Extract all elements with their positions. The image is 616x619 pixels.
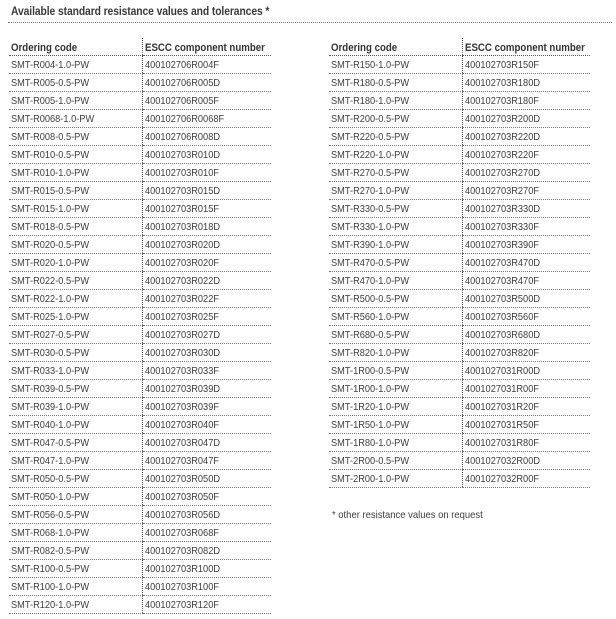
- escc-number-cell: 400102706R0068F: [143, 110, 272, 128]
- table-row: [329, 236, 590, 254]
- escc-number-cell: 400102703R068F: [143, 524, 272, 542]
- escc-number-cell: 400102706R004F: [143, 56, 272, 74]
- ordering-code-cell: SMT-R010-0.5-PW: [9, 146, 143, 164]
- ordering-code-cell: SMT-R020-0.5-PW: [9, 236, 143, 254]
- table-row: [329, 416, 590, 434]
- escc-number-cell: 4001027032R00F: [463, 470, 591, 488]
- table-row: [329, 146, 590, 164]
- escc-number-cell: 400102703R033F: [143, 362, 272, 380]
- table-row: [9, 56, 271, 74]
- table-row: [9, 74, 271, 92]
- escc-number-header: ESCC component number: [143, 38, 272, 56]
- ordering-code-cell: SMT-R100-0.5-PW: [9, 560, 143, 578]
- escc-number-cell: 400102703R180D: [463, 74, 591, 92]
- ordering-code-cell: SMT-2R00-1.0-PW: [329, 470, 463, 488]
- table-row: [329, 434, 590, 452]
- escc-number-cell: 400102703R015F: [143, 200, 272, 218]
- ordering-code-cell: SMT-R180-1.0-PW: [329, 92, 463, 110]
- ordering-code-cell: SMT-R680-0.5-PW: [329, 326, 463, 344]
- ordering-code-cell: SMT-R015-0.5-PW: [9, 182, 143, 200]
- table-row: [329, 344, 590, 362]
- table-row: [9, 452, 271, 470]
- right-resistance-table: [329, 38, 590, 488]
- escc-number-cell: 400102703R022D: [143, 272, 272, 290]
- table-row: [9, 380, 271, 398]
- table-row: [9, 398, 271, 416]
- escc-number-cell: 4001027031R00F: [463, 380, 591, 398]
- table-row: [9, 488, 271, 506]
- table-row: [329, 308, 590, 326]
- ordering-code-cell: SMT-R027-0.5-PW: [9, 326, 143, 344]
- table-row: [9, 434, 271, 452]
- escc-number-cell: 400102703R270D: [463, 164, 591, 182]
- ordering-code-cell: SMT-R500-0.5-PW: [329, 290, 463, 308]
- table-row: [9, 290, 271, 308]
- ordering-code-cell: SMT-R150-1.0-PW: [329, 56, 463, 74]
- table-row: [329, 470, 590, 488]
- table-row: [9, 416, 271, 434]
- table-row: [9, 506, 271, 524]
- table-row: [9, 596, 271, 614]
- ordering-code-cell: SMT-R050-0.5-PW: [9, 470, 143, 488]
- ordering-code-cell: SMT-R039-0.5-PW: [9, 380, 143, 398]
- table-row: [9, 578, 271, 596]
- escc-number-cell: 400102706R008D: [143, 128, 272, 146]
- ordering-code-cell: SMT-R022-0.5-PW: [9, 272, 143, 290]
- escc-number-cell: 400102703R056D: [143, 506, 272, 524]
- table-row: [329, 380, 590, 398]
- table-row: [329, 182, 590, 200]
- escc-number-cell: 400102703R330F: [463, 218, 591, 236]
- escc-number-cell: 400102703R120F: [143, 596, 272, 614]
- ordering-code-cell: SMT-2R00-0.5-PW: [329, 452, 463, 470]
- table-header-row: [9, 38, 271, 56]
- escc-number-cell: 400102703R020F: [143, 254, 272, 272]
- escc-number-cell: 4001027031R80F: [463, 434, 591, 452]
- table-row: [329, 110, 590, 128]
- table-row: [9, 272, 271, 290]
- escc-number-cell: 400102703R270F: [463, 182, 591, 200]
- table-row: [329, 92, 590, 110]
- table-row: [329, 290, 590, 308]
- escc-number-cell: 400102703R015D: [143, 182, 272, 200]
- table-row: [9, 560, 271, 578]
- table-row: [329, 398, 590, 416]
- table-row: [329, 200, 590, 218]
- table-row: [329, 326, 590, 344]
- page-title: Available standard resistance values and tolerances *: [11, 4, 270, 18]
- ordering-code-cell: SMT-R047-1.0-PW: [9, 452, 143, 470]
- ordering-code-cell: SMT-R025-1.0-PW: [9, 308, 143, 326]
- escc-number-cell: 400102703R022F: [143, 290, 272, 308]
- ordering-code-cell: SMT-R470-0.5-PW: [329, 254, 463, 272]
- escc-number-cell: 400102703R082D: [143, 542, 272, 560]
- ordering-code-cell: SMT-R180-0.5-PW: [329, 74, 463, 92]
- table-row: [9, 164, 271, 182]
- ordering-code-cell: SMT-R005-0.5-PW: [9, 74, 143, 92]
- ordering-code-cell: SMT-R082-0.5-PW: [9, 542, 143, 560]
- table-row: [329, 74, 590, 92]
- table-row: [9, 308, 271, 326]
- table-row: [9, 524, 271, 542]
- escc-number-cell: 400102703R100D: [143, 560, 272, 578]
- ordering-code-cell: SMT-1R00-1.0-PW: [329, 380, 463, 398]
- escc-number-cell: 400102703R390F: [463, 236, 591, 254]
- escc-number-cell: 4001027032R00D: [463, 452, 591, 470]
- escc-number-cell: 400102703R470D: [463, 254, 591, 272]
- right-table-body: [329, 56, 590, 488]
- ordering-code-cell: SMT-R470-1.0-PW: [329, 272, 463, 290]
- table-row: [9, 182, 271, 200]
- ordering-code-cell: SMT-R010-1.0-PW: [9, 164, 143, 182]
- table-header-row: [329, 38, 590, 56]
- table-row: [329, 272, 590, 290]
- ordering-code-cell: SMT-R390-1.0-PW: [329, 236, 463, 254]
- ordering-code-header: Ordering code: [329, 38, 463, 56]
- escc-number-header: ESCC component number: [463, 38, 591, 56]
- escc-number-cell: 400102706R005D: [143, 74, 272, 92]
- escc-number-cell: 400102703R050F: [143, 488, 272, 506]
- ordering-code-cell: SMT-R040-1.0-PW: [9, 416, 143, 434]
- escc-number-cell: 400102703R047D: [143, 434, 272, 452]
- table-row: [329, 218, 590, 236]
- table-row: [9, 542, 271, 560]
- ordering-code-cell: SMT-R047-0.5-PW: [9, 434, 143, 452]
- ordering-code-cell: SMT-R560-1.0-PW: [329, 308, 463, 326]
- escc-number-cell: 400102703R220F: [463, 146, 591, 164]
- ordering-code-cell: SMT-R100-1.0-PW: [9, 578, 143, 596]
- escc-number-cell: 4001027031R00D: [463, 362, 591, 380]
- ordering-code-cell: SMT-R200-0.5-PW: [329, 110, 463, 128]
- title-divider: [8, 22, 612, 23]
- table-row: [9, 200, 271, 218]
- ordering-code-cell: SMT-1R80-1.0-PW: [329, 434, 463, 452]
- escc-number-cell: 400102703R010F: [143, 164, 272, 182]
- ordering-code-cell: SMT-R220-0.5-PW: [329, 128, 463, 146]
- left-resistance-table: [9, 38, 271, 614]
- table-row: [9, 344, 271, 362]
- ordering-code-cell: SMT-1R20-1.0-PW: [329, 398, 463, 416]
- table-row: [9, 362, 271, 380]
- escc-number-cell: 400102703R040F: [143, 416, 272, 434]
- table-row: [9, 146, 271, 164]
- ordering-code-cell: SMT-R008-0.5-PW: [9, 128, 143, 146]
- escc-number-cell: 400102703R220D: [463, 128, 591, 146]
- table-row: [329, 128, 590, 146]
- table-row: [9, 128, 271, 146]
- ordering-code-cell: SMT-R039-1.0-PW: [9, 398, 143, 416]
- ordering-code-cell: SMT-R068-1.0-PW: [9, 524, 143, 542]
- left-table-body: [9, 56, 271, 614]
- escc-number-cell: 400102703R560F: [463, 308, 591, 326]
- escc-number-cell: 400102703R150F: [463, 56, 591, 74]
- table-row: [9, 236, 271, 254]
- escc-number-cell: 400102703R050D: [143, 470, 272, 488]
- escc-number-cell: 400102703R030D: [143, 344, 272, 362]
- ordering-code-cell: SMT-R820-1.0-PW: [329, 344, 463, 362]
- escc-number-cell: 400102703R820F: [463, 344, 591, 362]
- table-row: [9, 218, 271, 236]
- table-row: [329, 452, 590, 470]
- ordering-code-cell: SMT-R330-0.5-PW: [329, 200, 463, 218]
- table-row: [9, 92, 271, 110]
- ordering-code-cell: SMT-R0068-1.0-PW: [9, 110, 143, 128]
- escc-number-cell: 400102703R500D: [463, 290, 591, 308]
- ordering-code-cell: SMT-R018-0.5-PW: [9, 218, 143, 236]
- escc-number-cell: 4001027031R50F: [463, 416, 591, 434]
- ordering-code-cell: SMT-R120-1.0-PW: [9, 596, 143, 614]
- table-row: [9, 254, 271, 272]
- ordering-code-cell: SMT-R330-1.0-PW: [329, 218, 463, 236]
- escc-number-cell: 400102703R330D: [463, 200, 591, 218]
- escc-number-cell: 400102703R020D: [143, 236, 272, 254]
- ordering-code-cell: SMT-R270-0.5-PW: [329, 164, 463, 182]
- footnote: * other resistance values on request: [332, 509, 483, 521]
- table-row: [9, 326, 271, 344]
- table-row: [329, 56, 590, 74]
- ordering-code-cell: SMT-R050-1.0-PW: [9, 488, 143, 506]
- escc-number-cell: 400102703R680D: [463, 326, 591, 344]
- ordering-code-cell: SMT-1R50-1.0-PW: [329, 416, 463, 434]
- table-row: [329, 254, 590, 272]
- escc-number-cell: 400102703R039D: [143, 380, 272, 398]
- ordering-code-cell: SMT-1R00-0.5-PW: [329, 362, 463, 380]
- escc-number-cell: 400102703R100F: [143, 578, 272, 596]
- ordering-code-cell: SMT-R005-1.0-PW: [9, 92, 143, 110]
- table-row: [9, 470, 271, 488]
- table-row: [9, 110, 271, 128]
- escc-number-cell: 400102706R005F: [143, 92, 272, 110]
- ordering-code-cell: SMT-R220-1.0-PW: [329, 146, 463, 164]
- ordering-code-header: Ordering code: [9, 38, 143, 56]
- escc-number-cell: 4001027031R20F: [463, 398, 591, 416]
- ordering-code-cell: SMT-R022-1.0-PW: [9, 290, 143, 308]
- ordering-code-cell: SMT-R030-0.5-PW: [9, 344, 143, 362]
- ordering-code-cell: SMT-R004-1.0-PW: [9, 56, 143, 74]
- ordering-code-cell: SMT-R270-1.0-PW: [329, 182, 463, 200]
- escc-number-cell: 400102703R180F: [463, 92, 591, 110]
- table-row: [329, 362, 590, 380]
- ordering-code-cell: SMT-R015-1.0-PW: [9, 200, 143, 218]
- ordering-code-cell: SMT-R033-1.0-PW: [9, 362, 143, 380]
- escc-number-cell: 400102703R010D: [143, 146, 272, 164]
- ordering-code-cell: SMT-R056-0.5-PW: [9, 506, 143, 524]
- escc-number-cell: 400102703R039F: [143, 398, 272, 416]
- escc-number-cell: 400102703R025F: [143, 308, 272, 326]
- table-row: [329, 164, 590, 182]
- escc-number-cell: 400102703R047F: [143, 452, 272, 470]
- escc-number-cell: 400102703R018D: [143, 218, 272, 236]
- escc-number-cell: 400102703R200D: [463, 110, 591, 128]
- escc-number-cell: 400102703R027D: [143, 326, 272, 344]
- ordering-code-cell: SMT-R020-1.0-PW: [9, 254, 143, 272]
- escc-number-cell: 400102703R470F: [463, 272, 591, 290]
